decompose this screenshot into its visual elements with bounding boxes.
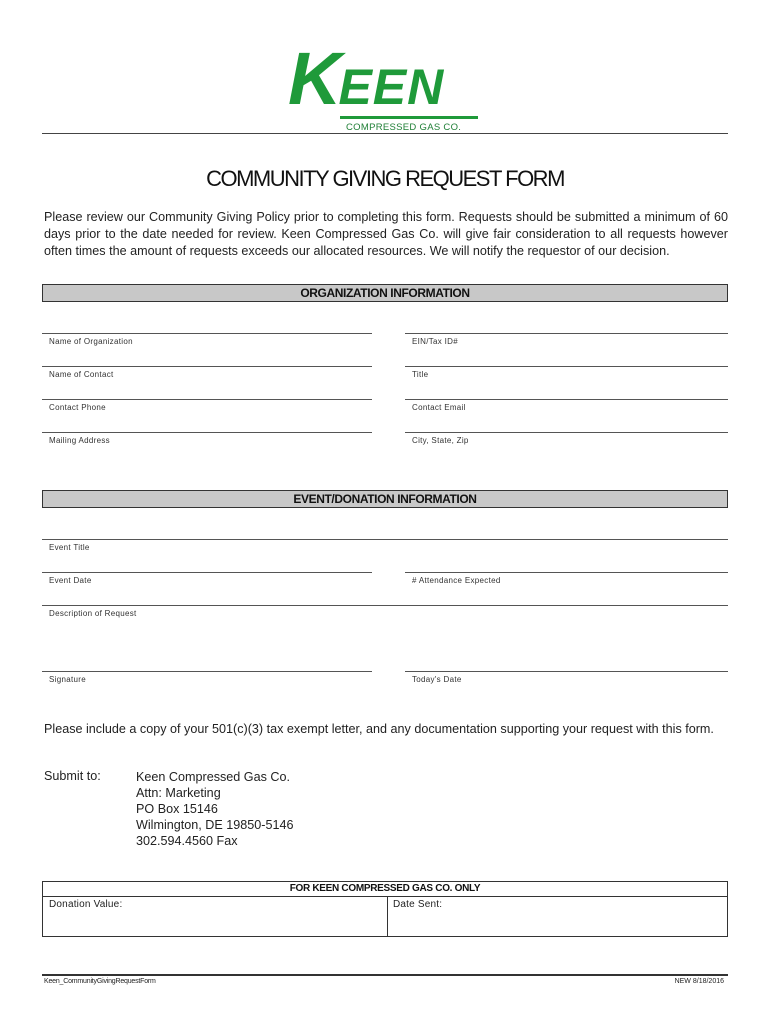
documentation-note: Please include a copy of your 501(c)(3) tax exempt letter, and any documentation supporting your request with this form. — [44, 722, 714, 736]
footer-revision: NEW 8/18/2016 — [674, 978, 724, 985]
city-state-zip-field[interactable] — [405, 432, 728, 433]
contact-phone-label: Contact Phone — [49, 403, 106, 412]
address-line-fax: 302.594.4560 Fax — [136, 834, 238, 848]
event-date-field[interactable] — [42, 572, 372, 573]
signature-field[interactable] — [42, 671, 372, 672]
ein-label: EIN/Tax ID# — [412, 337, 458, 346]
city-state-zip-label: City, State, Zip — [412, 436, 469, 445]
address-line-attn: Attn: Marketing — [136, 786, 221, 800]
date-sent-label: Date Sent: — [393, 899, 443, 910]
todays-date-label: Today's Date — [412, 675, 462, 684]
organization-name-label: Name of Organization — [49, 337, 133, 346]
event-title-label: Event Title — [49, 543, 90, 552]
company-logo — [288, 37, 488, 134]
intro-paragraph: Please review our Community Giving Policy prior to completing this form. Requests should be submitted a minimum of 60 days prior to the date needed for review. Keen Compressed Gas Co. will give fair consideration to all requests however often times the amount of requests exceeds our allocated resources. We will notify the requestor of our decision. — [44, 210, 728, 258]
submit-to-label: Submit to: — [44, 769, 101, 783]
donation-value-label: Donation Value: — [49, 899, 123, 910]
description-field[interactable] — [42, 605, 728, 606]
event-title-field[interactable] — [42, 539, 728, 540]
description-label: Description of Request — [49, 609, 137, 618]
organization-section-header: ORGANIZATION INFORMATION — [42, 284, 728, 302]
attendance-field[interactable] — [405, 572, 728, 573]
address-line-company: Keen Compressed Gas Co. — [136, 770, 290, 784]
office-use-box — [42, 881, 728, 937]
office-use-divider — [43, 896, 727, 897]
footer-divider — [42, 974, 728, 976]
signature-label: Signature — [49, 675, 86, 684]
event-section-header: EVENT/DONATION INFORMATION — [42, 490, 728, 508]
event-date-label: Event Date — [49, 576, 92, 585]
contact-title-field[interactable] — [405, 366, 728, 367]
mailing-address-label: Mailing Address — [49, 436, 110, 445]
attendance-label: # Attendance Expected — [412, 576, 501, 585]
contact-title-label: Title — [412, 370, 429, 379]
contact-email-label: Contact Email — [412, 403, 466, 412]
logo-underline — [340, 116, 478, 119]
logo-wordmark: KEEN — [288, 37, 445, 120]
submit-address — [136, 769, 294, 849]
contact-phone-field[interactable] — [42, 399, 372, 400]
office-use-column-divider — [387, 896, 388, 936]
footer-document-name: Keen_CommunityGivingRequestForm — [44, 978, 156, 985]
ein-field[interactable] — [405, 333, 728, 334]
todays-date-field[interactable] — [405, 671, 728, 672]
office-use-heading: FOR KEEN COMPRESSED GAS CO. ONLY — [289, 883, 481, 894]
address-line-city: Wilmington, DE 19850-5146 — [136, 818, 294, 832]
contact-name-label: Name of Contact — [49, 370, 114, 379]
contact-name-field[interactable] — [42, 366, 372, 367]
address-line-pobox: PO Box 15146 — [136, 802, 218, 816]
header-divider — [42, 133, 728, 134]
logo-subtitle: COMPRESSED GAS CO. — [346, 122, 462, 133]
mailing-address-field[interactable] — [42, 432, 372, 433]
form-title: COMMUNITY GIVING REQUEST FORM — [206, 166, 564, 191]
contact-email-field[interactable] — [405, 399, 728, 400]
organization-name-field[interactable] — [42, 333, 372, 334]
